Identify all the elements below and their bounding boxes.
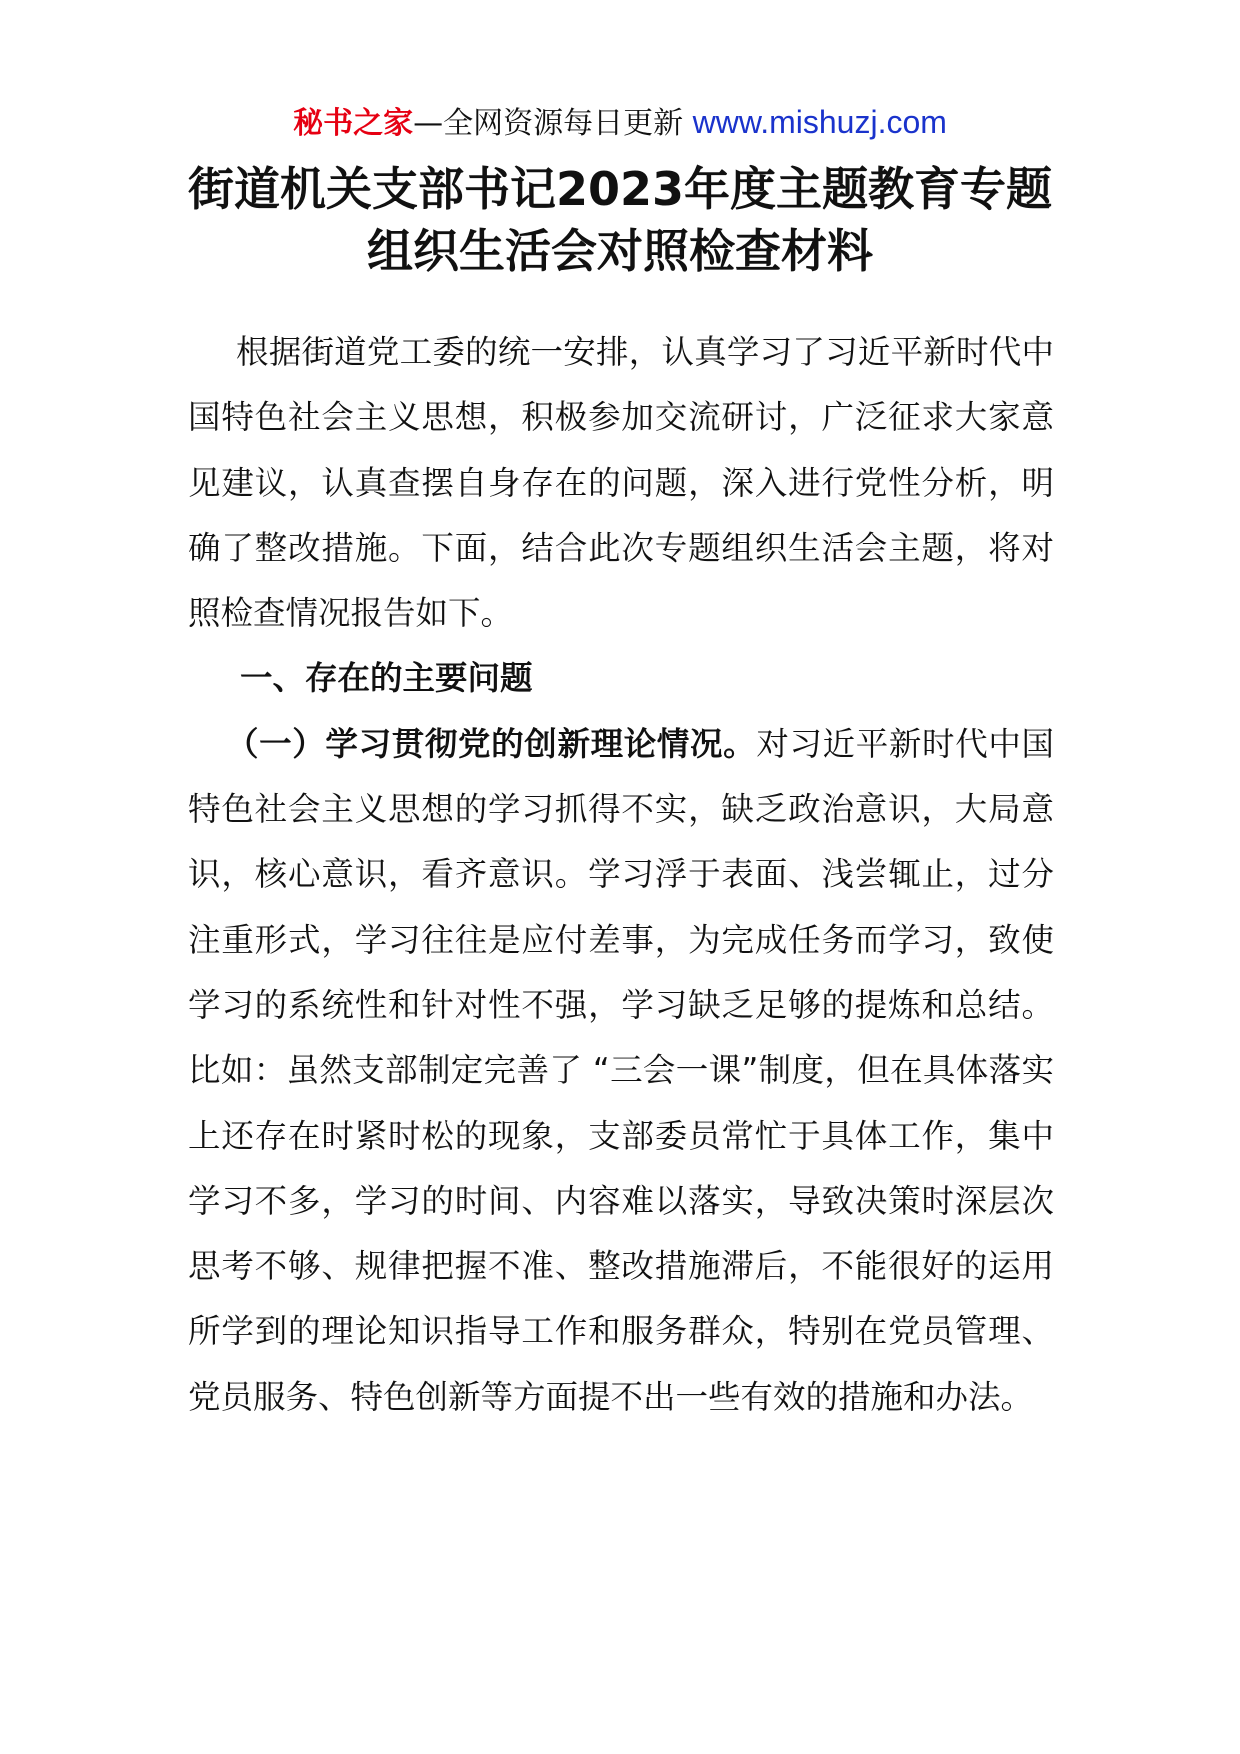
- document-body: [188, 320, 1054, 1430]
- section-heading: 一、存在的主要问题: [240, 659, 533, 698]
- title-line-1: 街道机关支部书记2023年度主题教育专题: [187, 162, 1053, 216]
- brand-name: 秘书之家: [293, 106, 414, 141]
- site-header: [0, 100, 1240, 146]
- subsection-text: 对习近平新时代中国特色社会主义思想的学习抓得不实，缺乏政治意识，大局意识，核心意识，看齐意识。学习浮于表面、浅尝辄止，过分注重形式，学习往往是应付差事，为完成任务而学习，致使学习的系统性和针对性不强，学习缺乏足够的提炼和总结。比如：虽然支部制定完善了 “三会一课”制度，但在具体落实上还存在时紧时松的现象，支部委员常忙于具体工作，集中学习不多，学习的时间、内容难以落实，导致决策时深层次思考不够、规律把握不准、整改措施滞后，不能很好的运用所学到的理论知识指导工作和服务群众，特别在党员管理、党员服务、特色创新等方面提不出一些有效的措施和办法。: [188, 724, 1054, 1416]
- site-url-link[interactable]: www.mishuzj.com: [692, 104, 947, 140]
- site-slogan: —全网资源每日更新: [413, 106, 693, 141]
- subsection-paragraph: [188, 712, 1054, 1430]
- title-line-2: 组织生活会对照检查材料: [367, 224, 873, 278]
- intro-paragraph: 根据街道党工委的统一安排，认真学习了习近平新时代中国特色社会主义思想，积极参加交流研讨，广泛征求大家意见建议，认真查摆自身存在的问题，深入进行党性分析，明确了整改措施。下面，结合此次专题组织生活会主题，将对照检查情况报告如下。: [188, 333, 1054, 633]
- subsection-heading: （一）学习贯彻党的创新理论情况。: [226, 724, 757, 763]
- document-title: [150, 158, 1090, 282]
